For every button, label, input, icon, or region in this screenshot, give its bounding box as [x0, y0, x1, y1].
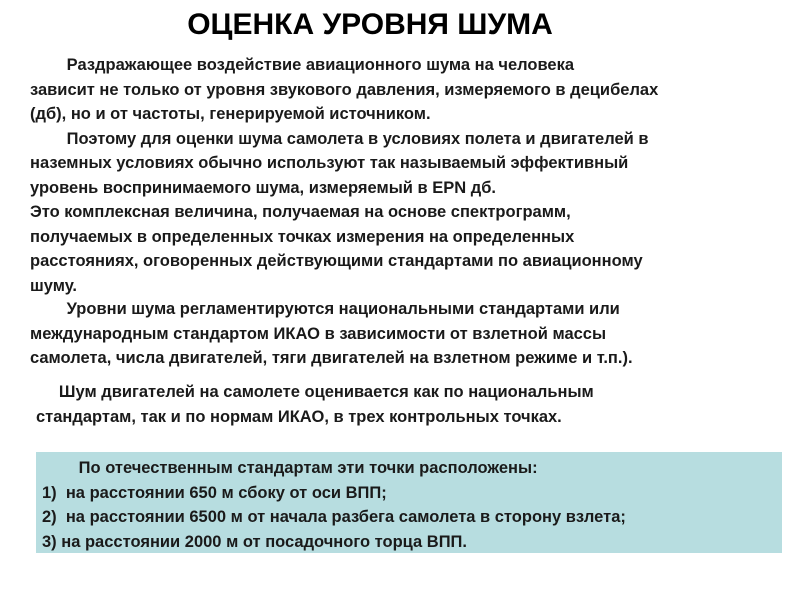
text-line: наземных условиях обычно используют так называемый эффективный [30, 154, 629, 172]
text-line: стандартам, так и по нормам ИКАО, в трех контрольных точках. [36, 407, 562, 426]
text-line: расстояниях, оговоренных действующими стандартами по авиационному [30, 252, 643, 270]
text-line: шуму. [30, 276, 78, 295]
text-line: самолета, числа двигателей, тяги двигателей на взлетном режиме и т.п.). [30, 349, 633, 367]
list-item: 2) на расстоянии 6500 м от начала разбега самолета в сторону взлета; [42, 508, 626, 526]
paragraph-regulation [30, 297, 633, 371]
text-line: Это комплексная величина, получаемая на основе спектрограмм, [30, 203, 571, 221]
text-line: Шум двигателей на самолете оценивается как по национальным [36, 383, 594, 401]
paragraph-perception [30, 53, 658, 298]
text-line: Уровни шума регламентируются национальными стандартами или [30, 300, 620, 318]
text-line: зависит не только от уровня звукового давления, измеряемого в децибелах [30, 80, 659, 99]
list-item: 3) на расстоянии 2000 м от посадочного торца ВПП. [42, 532, 468, 551]
list-item: 1) на расстоянии 650 м сбоку от оси ВПП; [42, 483, 387, 502]
text-line: Поэтому для оценки шума самолета в условиях полета и двигателей в [30, 129, 649, 148]
paragraph-control-points [36, 380, 594, 429]
points-intro: По отечественным стандартам эти точки расположены: [42, 459, 538, 477]
text-line: Раздражающее воздействие авиационного шума на человека [30, 56, 575, 74]
text-line: (дб), но и от частоты, генерируемой источником. [30, 105, 431, 123]
measurement-points-box [36, 452, 782, 553]
text-line: международным стандартом ИКАО в зависимости от взлетной массы [30, 324, 607, 343]
slide-title: ОЦЕНКА УРОВНЯ ШУМА [187, 8, 553, 41]
text-line: получаемых в определенных точках измерения на определенных [30, 227, 575, 246]
text-line: уровень воспринимаемого шума, измеряемый в EPN дб. [30, 178, 497, 197]
